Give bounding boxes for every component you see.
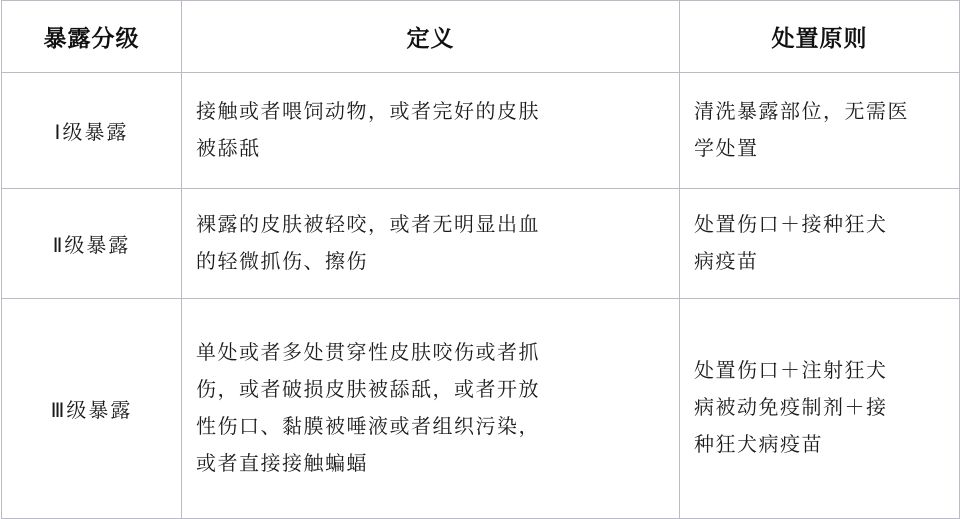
table-row [2, 299, 960, 519]
table-row [2, 73, 960, 189]
definition-line: 的轻微抓伤、擦伤 [196, 250, 368, 273]
table-header [2, 1, 960, 73]
principle-line: 种狂犬病疫苗 [694, 434, 823, 456]
definition-line: 单处或者多处贯穿性皮肤咬伤或者抓 [196, 341, 540, 364]
definition-line: 被舔舐 [196, 137, 261, 160]
column-header-definition: 定义 [182, 1, 680, 73]
principle-line: 处置伤口＋注射狂犬 [694, 360, 888, 382]
exposure-grade-table [1, 0, 960, 519]
cell-definition-2 [182, 189, 680, 299]
cell-grade-1: Ⅰ级暴露 [2, 73, 182, 189]
principle-line: 病疫苗 [694, 250, 759, 273]
principle-line: 清洗暴露部位，无需医 [694, 100, 909, 123]
cell-principle-1 [680, 73, 960, 189]
cell-principle-2 [680, 189, 960, 299]
principle-line: 病被动免疫制剂＋接 [694, 397, 888, 419]
table-row [2, 189, 960, 299]
cell-grade-3: Ⅲ级暴露 [2, 299, 182, 519]
definition-line: 或者直接接触蝙蝠 [196, 452, 368, 475]
column-header-grade: 暴露分级 [2, 1, 182, 73]
table-body [2, 73, 960, 519]
cell-definition-3 [182, 299, 680, 519]
cell-principle-3 [680, 299, 960, 519]
definition-line: 接触或者喂饲动物，或者完好的皮肤 [196, 100, 540, 123]
definition-line: 裸露的皮肤被轻咬，或者无明显出血 [196, 213, 540, 236]
principle-line: 处置伤口＋接种狂犬 [694, 213, 888, 236]
cell-definition-1 [182, 73, 680, 189]
definition-line: 性伤口、黏膜被唾液或者组织污染， [196, 415, 540, 438]
column-header-principle: 处置原则 [680, 1, 960, 73]
principle-line: 学处置 [694, 137, 759, 160]
table-header-row [2, 1, 960, 73]
definition-line: 伤，或者破损皮肤被舔舐，或者开放 [196, 378, 540, 401]
cell-grade-2: Ⅱ级暴露 [2, 189, 182, 299]
